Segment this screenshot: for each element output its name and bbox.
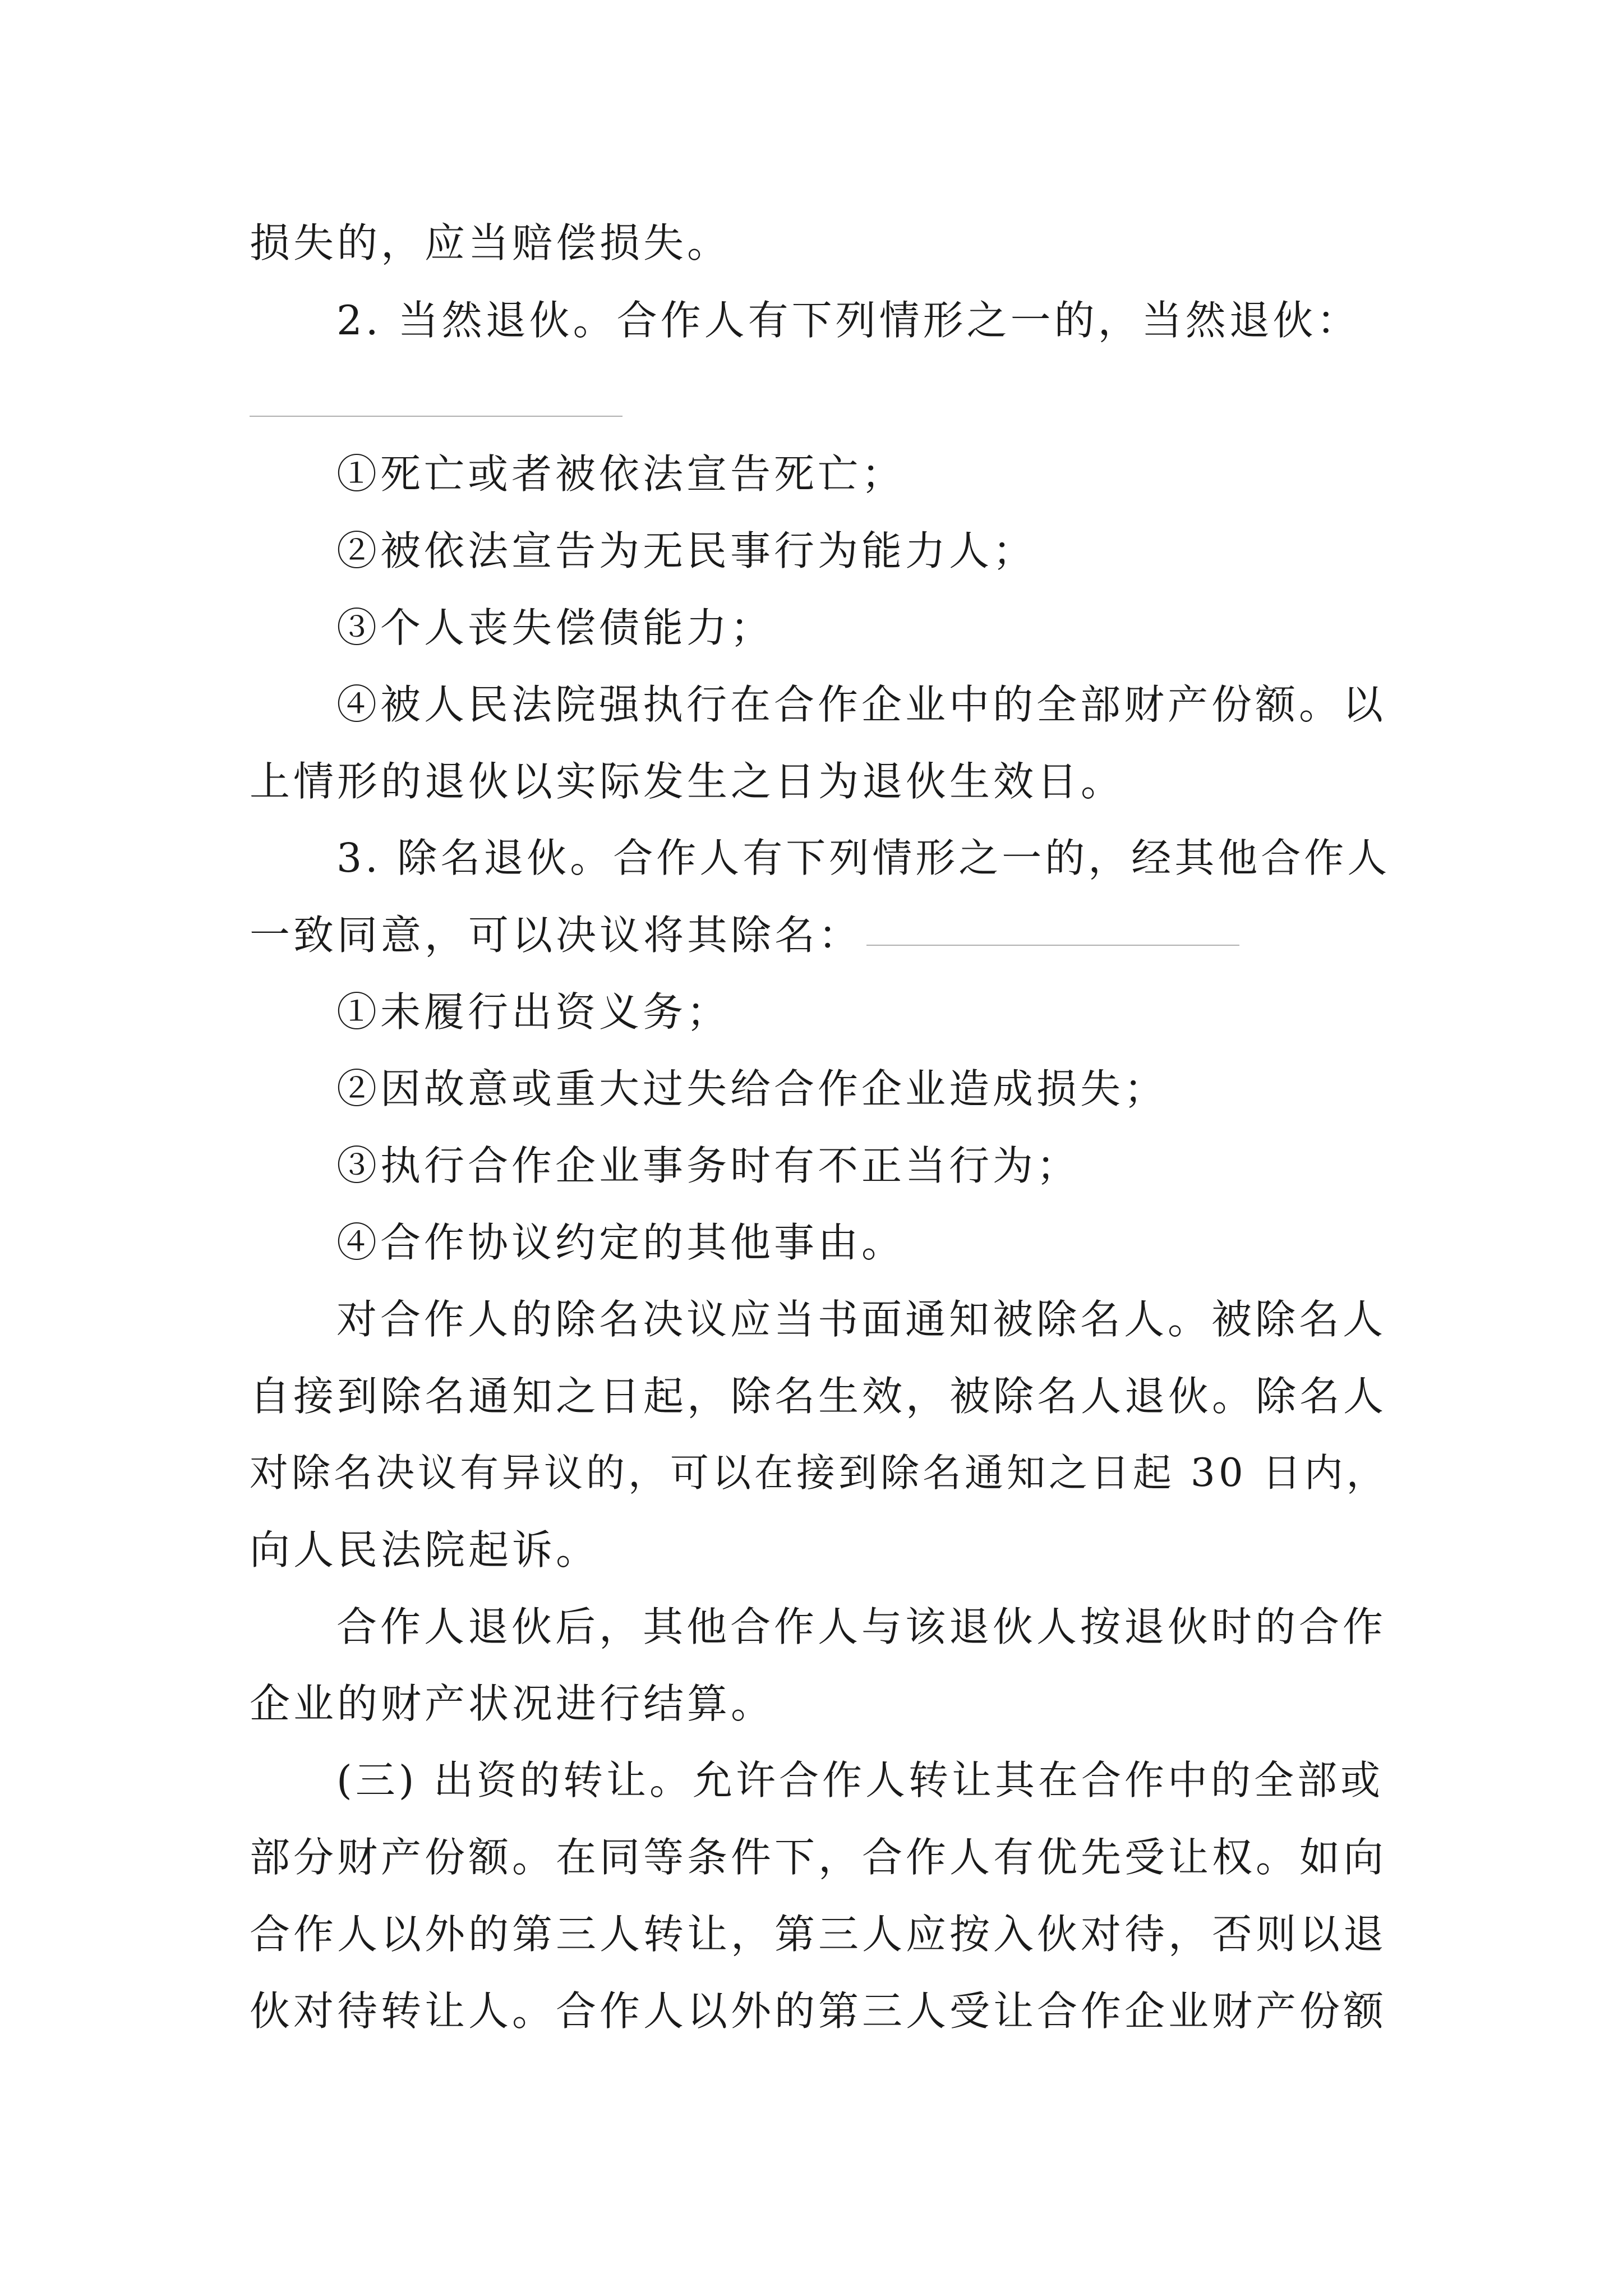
- text-line: 合作人退伙后，其他合作人与该退伙人按退伙时的合作: [336, 1603, 1387, 1650]
- text-line: ④合作协议约定的其他事由。: [336, 1219, 906, 1266]
- text-line: ②被依法宣告为无民事行为能力人；: [336, 527, 1037, 574]
- text-line: 向人民法院起诉。: [250, 1526, 600, 1573]
- text-line: 2. 当然退伙。合作人有下列情形之一的，当然退伙：: [336, 297, 1361, 344]
- text-line: (三) 出资的转让。允许合作人转让其在合作中的全部或: [336, 1757, 1384, 1803]
- text-line: 损失的，应当赔偿损失。: [250, 219, 731, 266]
- text-line: 对除名决议有异议的，可以在接到除名通知之日起 30 日内，: [250, 1451, 1389, 1496]
- text-line: ④被人民法院强执行在合作企业中的全部财产份额。以: [336, 681, 1387, 728]
- text-line: ①死亡或者被依法宣告死亡；: [336, 450, 906, 498]
- text-line: 企业的财产状况进行结算。: [250, 1680, 775, 1727]
- text-line: ③执行合作企业事务时有不正当行为；: [336, 1142, 1081, 1189]
- text-line: ①未履行出资义务；: [336, 988, 731, 1036]
- text-line: 合作人以外的第三人转让，第三人应按入伙对待，否则以退: [250, 1911, 1387, 1958]
- text-line: 部分财产份额。在同等条件下，合作人有优先受让权。如向: [250, 1834, 1387, 1881]
- text-segment: 一致同意，可以决议将其除名：: [250, 912, 863, 959]
- fill-in-blank: [866, 945, 1239, 946]
- text-line: ②因故意或重大过失给合作企业造成损失；: [336, 1065, 1168, 1112]
- fill-in-blank-line: [250, 416, 623, 417]
- text-line: ③个人丧失偿债能力；: [336, 604, 774, 651]
- text-line: 对合作人的除名决议应当书面通知被除名人。被除名人: [336, 1296, 1387, 1343]
- text-line: 3. 除名退伙。合作人有下列情形之一的，经其他合作人: [336, 835, 1391, 881]
- text-line: 伙对待转让人。合作人以外的第三人受让合作企业财产份额: [250, 1987, 1387, 2035]
- text-line: 上情形的退伙以实际发生之日为退伙生效日。: [250, 758, 1125, 805]
- text-line-with-blank: [250, 907, 1394, 963]
- text-line: 自接到除名通知之日起，除名生效，被除名人退伙。除名人: [250, 1373, 1387, 1420]
